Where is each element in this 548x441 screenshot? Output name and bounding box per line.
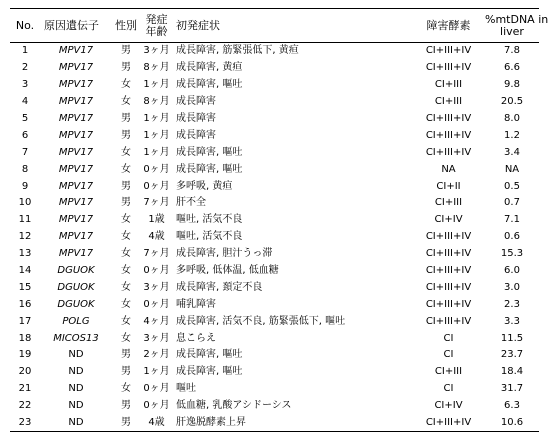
cell-onset-age: 0ヶ月 [143, 180, 170, 192]
table-row [10, 415, 539, 432]
table-header [10, 9, 548, 43]
cell-no: 21 [18, 383, 32, 395]
cell-mtdna: 7.8 [504, 45, 520, 57]
header-enzyme: 障害酵素 [412, 9, 485, 43]
cell-gene: MPV17 [58, 129, 94, 141]
cell-no: 19 [18, 349, 32, 361]
cell-onset-age: 4歳 [148, 231, 165, 243]
table-row [10, 229, 539, 246]
cell-enzyme: CI+III+IV [412, 415, 485, 432]
cell-onset-age: 1ヶ月 [143, 366, 170, 378]
table-row [10, 279, 539, 296]
cell-gene: MPV17 [58, 248, 94, 260]
cell-mtdna: 6.3 [504, 400, 520, 412]
cell-symptoms: 肝不全 [176, 197, 206, 209]
cell-enzyme: CI+III+IV [425, 315, 472, 327]
cell-gene: DGUOK [57, 265, 95, 277]
table-row [10, 313, 539, 330]
cell-enzyme: CI+III+IV [425, 62, 472, 74]
cell-enzyme: CI+III [434, 96, 463, 108]
table-row [10, 111, 539, 128]
cell-onset-age: 0ヶ月 [143, 298, 170, 310]
cell-sex: 女 [121, 96, 131, 108]
cell-enzyme: CI+III+IV [425, 129, 472, 141]
cell-no: 18 [18, 332, 32, 344]
cell-sex: 男 [112, 415, 140, 432]
cell-no: 16 [18, 298, 32, 310]
cell-sex: 男 [121, 180, 131, 192]
cell-onset-age: 3ヶ月 [143, 281, 170, 293]
table-row [10, 296, 539, 313]
header-row [10, 9, 539, 43]
cell-enzyme: CI [443, 349, 454, 361]
cell-symptoms: 息こらえ [176, 332, 216, 344]
cell-symptoms: 哺乳障害 [176, 298, 216, 310]
cell-onset-age: 7ヶ月 [143, 248, 170, 260]
cell-enzyme: CI+III+IV [425, 298, 472, 310]
cell-no: 4 [21, 96, 29, 108]
cell-no: 23 [10, 415, 40, 432]
header-onset-age [140, 9, 173, 43]
cell-symptoms: 多呼吸, 黄疸 [176, 180, 233, 192]
header-mtdna-line2: liver [500, 24, 524, 38]
cell-no: 3 [21, 79, 29, 91]
cell-no: 14 [18, 265, 32, 277]
cell-onset-age: 4歳 [140, 415, 173, 432]
cell-sex: 女 [121, 265, 131, 277]
cell-onset-age: 0ヶ月 [143, 383, 170, 395]
cell-enzyme: NA [441, 163, 456, 175]
cell-mtdna: 3.4 [504, 146, 520, 158]
cell-sex: 男 [121, 366, 131, 378]
cell-no: 11 [18, 214, 32, 226]
cell-mtdna: 3.3 [504, 315, 520, 327]
cell-sex: 男 [121, 62, 131, 74]
cell-enzyme: CI+III+IV [425, 146, 472, 158]
table-row [10, 347, 539, 364]
cell-mtdna: 3.0 [504, 281, 520, 293]
table-row [10, 94, 539, 111]
cell-no: 5 [21, 113, 29, 124]
cell-onset-age: 1ヶ月 [143, 146, 170, 158]
cell-mtdna: 0.7 [504, 197, 520, 209]
cell-gene: MPV17 [58, 180, 94, 192]
cell-onset-age: 7ヶ月 [143, 197, 170, 209]
table-row [10, 144, 539, 161]
cell-symptoms: 嘔吐, 活気不良 [176, 231, 243, 243]
cell-no: 12 [18, 231, 32, 243]
cell-no: 15 [18, 281, 32, 293]
cell-sex: 女 [121, 248, 131, 260]
cell-sex: 女 [121, 79, 131, 91]
cell-mtdna: 11.5 [500, 332, 524, 344]
cell-no: 13 [18, 248, 32, 260]
cell-gene: DGUOK [57, 281, 95, 293]
cell-enzyme: CI+III+IV [425, 113, 472, 124]
cell-gene: MPV17 [58, 197, 94, 209]
cell-symptoms: 多呼吸, 低体温, 低血糖 [176, 265, 279, 277]
cell-gene: ND [68, 400, 84, 412]
cell-symptoms: 成長障害 [176, 96, 216, 108]
cell-symptoms: 成長障害, 筋緊張低下, 黄疸 [176, 45, 299, 57]
header-gene: 原因遺伝子 [40, 9, 112, 43]
cell-no: 8 [21, 163, 29, 175]
table-row [10, 127, 539, 144]
cell-onset-age: 1ヶ月 [143, 113, 170, 124]
cell-gene: DGUOK [57, 298, 95, 310]
cell-gene: MPV17 [58, 79, 94, 91]
cell-symptoms: 嘔吐, 活気不良 [176, 214, 243, 226]
table-row [10, 381, 539, 398]
cell-enzyme: CI+III+IV [425, 248, 472, 260]
cell-mtdna: 31.7 [500, 383, 524, 395]
cell-onset-age: 3ヶ月 [143, 332, 170, 344]
table-row [10, 161, 539, 178]
table-row [10, 178, 539, 195]
cell-gene: MPV17 [58, 163, 94, 175]
cell-gene: ND [68, 366, 84, 378]
cell-sex: 女 [121, 214, 131, 226]
table-row [10, 263, 539, 280]
cell-sex: 男 [121, 197, 131, 209]
cell-mtdna: NA [504, 163, 520, 175]
table-row [10, 246, 539, 263]
cell-sex: 女 [121, 146, 131, 158]
cell-no: 17 [18, 315, 32, 327]
cell-sex: 女 [121, 281, 131, 293]
cell-mtdna: 6.6 [504, 62, 520, 74]
header-symptoms: 初発症状 [173, 9, 412, 43]
cell-gene: MPV17 [58, 214, 94, 226]
cell-sex: 男 [121, 45, 131, 57]
cell-gene: POLG [62, 315, 90, 327]
cell-enzyme: CI+II [436, 180, 461, 192]
cell-symptoms: 低血糖, 乳酸アシドーシス [176, 400, 292, 412]
cell-mtdna: 15.3 [500, 248, 524, 260]
cell-gene: MPV17 [58, 231, 94, 243]
cell-gene: MPV17 [58, 45, 94, 57]
cell-sex: 女 [121, 332, 131, 344]
cell-mtdna: 0.6 [504, 231, 520, 243]
table-row [10, 398, 539, 415]
cell-no: 9 [21, 180, 29, 192]
header-mtdna [485, 9, 548, 43]
cell-enzyme: CI+III [434, 366, 463, 378]
cell-enzyme: CI+III+IV [425, 231, 472, 243]
cell-mtdna: 7.1 [504, 214, 520, 226]
cell-mtdna: 18.4 [500, 366, 524, 378]
cell-sex: 男 [121, 113, 131, 124]
cell-onset-age: 8ヶ月 [143, 96, 170, 108]
header-mtdna-line1: %mtDNA in [485, 12, 548, 26]
cell-onset-age: 4ヶ月 [143, 315, 170, 327]
cell-no: 2 [21, 62, 29, 74]
cell-symptoms: 成長障害 [176, 129, 216, 141]
cell-mtdna: 1.2 [504, 129, 520, 141]
cell-mtdna: 20.5 [500, 96, 524, 108]
cell-sex: 女 [121, 383, 131, 395]
table-body [10, 43, 539, 432]
cell-onset-age: 8ヶ月 [143, 62, 170, 74]
cell-gene: MPV17 [58, 113, 94, 124]
cell-sex: 男 [121, 349, 131, 361]
cell-sex: 女 [121, 298, 131, 310]
cell-symptoms: 成長障害, 嘔吐 [176, 146, 243, 158]
cell-mtdna: 0.5 [504, 180, 520, 192]
cell-gene: ND [68, 383, 84, 395]
table-row [10, 77, 539, 94]
cell-sex: 男 [121, 400, 131, 412]
table-row [10, 195, 539, 212]
cell-sex: 女 [121, 231, 131, 243]
cell-gene: MPV17 [58, 146, 94, 158]
cell-enzyme: CI+III+IV [425, 45, 472, 57]
cell-onset-age: 1ヶ月 [143, 79, 170, 91]
cell-no: 20 [18, 366, 32, 378]
cell-onset-age: 0ヶ月 [143, 265, 170, 277]
cell-sex: 男 [121, 129, 131, 141]
cell-mtdna: 9.8 [504, 79, 520, 91]
cell-symptoms: 成長障害 [176, 113, 216, 124]
cell-mtdna: 2.3 [504, 298, 520, 310]
header-sex: 性別 [112, 9, 140, 43]
cell-no: 1 [21, 45, 29, 57]
cell-onset-age: 3ヶ月 [143, 45, 170, 57]
cell-gene: MPV17 [58, 62, 94, 74]
cell-onset-age: 1ヶ月 [143, 129, 170, 141]
cell-symptoms: 成長障害, 嘔吐 [176, 79, 243, 91]
cell-symptoms: 成長障害, 嘔吐 [176, 163, 243, 175]
cell-no: 10 [18, 197, 32, 209]
header-no: No. [10, 9, 40, 43]
cell-onset-age: 1歳 [148, 214, 165, 226]
header-onset-age-line2: 年齢 [145, 24, 168, 38]
table-row [10, 364, 539, 381]
cell-enzyme: CI+IV [434, 400, 463, 412]
cell-gene: MPV17 [58, 96, 94, 108]
table-row [10, 43, 539, 60]
cell-no: 6 [21, 129, 29, 141]
table-row [10, 330, 539, 347]
cell-symptoms: 成長障害, 黄疸 [176, 62, 243, 74]
cell-gene: MICOS13 [53, 332, 99, 344]
cell-mtdna: 6.0 [504, 265, 520, 277]
header-onset-age-line1: 発症 [145, 12, 168, 26]
case-table [10, 8, 548, 432]
cell-enzyme: CI+III [434, 197, 463, 209]
cell-onset-age: 2ヶ月 [143, 349, 170, 361]
cell-sex: 女 [121, 163, 131, 175]
cell-symptoms: 成長障害, 頚定不良 [176, 281, 263, 293]
cell-sex: 女 [121, 315, 131, 327]
cell-mtdna: 10.6 [485, 415, 539, 432]
table-row [10, 60, 539, 77]
cell-symptoms: 嘔吐 [176, 383, 196, 395]
table-row [10, 212, 539, 229]
cell-no: 7 [21, 146, 29, 158]
cell-enzyme: CI+IV [434, 214, 463, 226]
cell-gene: ND [68, 349, 84, 361]
cell-mtdna: 23.7 [500, 349, 524, 361]
cell-enzyme: CI+III+IV [425, 281, 472, 293]
cell-no: 22 [18, 400, 32, 412]
cell-onset-age: 0ヶ月 [143, 400, 170, 412]
cell-onset-age: 0ヶ月 [143, 163, 170, 175]
cell-symptoms: 成長障害, 活気不良, 筋緊張低下, 嘔吐 [176, 315, 346, 327]
cell-symptoms: 成長障害, 胆汁うっ滞 [176, 248, 273, 260]
cell-symptoms: 成長障害, 嘔吐 [176, 349, 243, 361]
cell-enzyme: CI [443, 383, 454, 395]
cell-gene: ND [40, 415, 112, 432]
cell-symptoms: 肝逸脱酵素上昇 [173, 415, 412, 432]
cell-symptoms: 成長障害, 嘔吐 [176, 366, 243, 378]
cell-enzyme: CI+III [434, 79, 463, 91]
cell-mtdna: 8.0 [504, 113, 520, 124]
cell-enzyme: CI [443, 332, 454, 344]
cell-enzyme: CI+III+IV [425, 265, 472, 277]
